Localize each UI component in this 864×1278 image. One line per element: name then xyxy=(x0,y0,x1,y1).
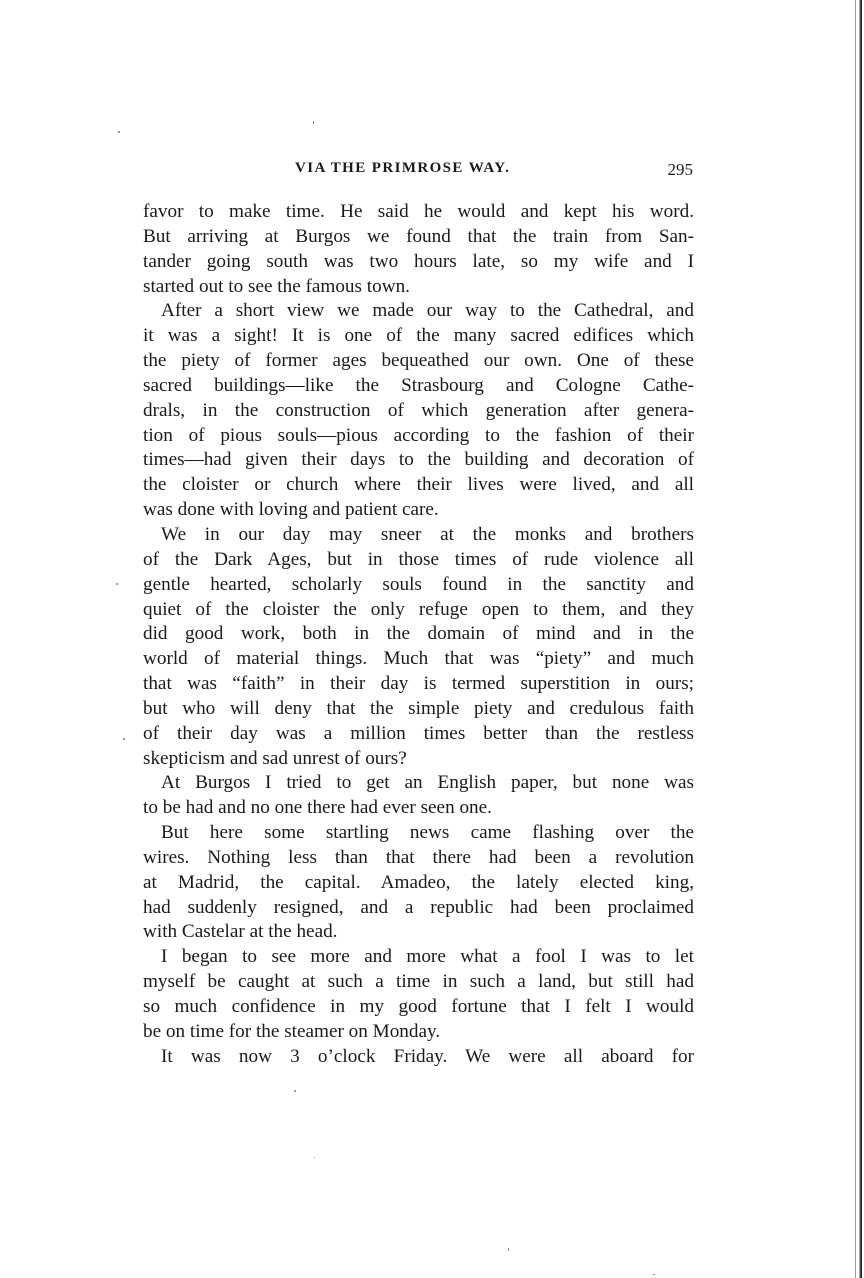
text-line: I began to see more and more what a fool I was to let xyxy=(161,946,694,968)
text-line: at Madrid, the capital. Amadeo, the lately elected king, xyxy=(143,871,694,893)
body-text xyxy=(143,200,694,1070)
page-number: 295 xyxy=(667,160,693,179)
text-line: wires. Nothing less than that there had been a revolution xyxy=(143,846,694,868)
scan-speck xyxy=(294,1090,296,1092)
text-line: drals, in the construction of which generation after genera- xyxy=(143,399,694,421)
text-line: gentle hearted, scholarly souls found in the sanctity and xyxy=(143,573,694,595)
text-line: the cloister or church where their lives were lived, and all xyxy=(143,474,694,496)
text-line: tander going south was two hours late, so my wife and I xyxy=(143,250,694,272)
text-line: sacred buildings—like the Strasbourg and Cologne Cathe- xyxy=(143,374,694,396)
text-line: but who will deny that the simple piety and credulous faith xyxy=(143,697,694,719)
scan-speck xyxy=(653,1274,655,1275)
scan-speck xyxy=(314,1157,315,1158)
text-line: quiet of the cloister the only refuge open to them, and they xyxy=(143,598,694,620)
page-edge-shadow xyxy=(859,0,862,1278)
running-title: VIA THE PRIMROSE WAY. xyxy=(295,160,511,176)
text-line: myself be caught at such a time in such a land, but still had xyxy=(143,971,694,993)
text-line: skepticism and sad unrest of ours? xyxy=(143,747,407,769)
text-line: it was a sight! It is one of the many sacred edifices which xyxy=(143,325,694,347)
text-line: world of material things. Much that was “piety” and much xyxy=(143,648,694,670)
scan-speck xyxy=(123,738,125,740)
text-line: be on time for the steamer on Monday. xyxy=(143,1020,441,1042)
text-line: was done with loving and patient care. xyxy=(143,499,439,521)
scan-speck xyxy=(118,131,120,133)
text-line: to be had and no one there had ever seen one. xyxy=(143,797,492,819)
text-line: started out to see the famous town. xyxy=(143,275,410,297)
text-line: But arriving at Burgos we found that the train from San- xyxy=(143,225,694,247)
scan-speck xyxy=(508,1248,509,1251)
scan-speck xyxy=(313,121,314,124)
text-line: At Burgos I tried to get an English paper, but none was xyxy=(161,772,694,794)
text-line: After a short view we made our way to the Cathedral, and xyxy=(161,300,694,322)
text-line: favor to make time. He said he would and kept his word. xyxy=(143,201,694,222)
text-line: of their day was a million times better than the restless xyxy=(143,722,694,744)
text-line: had suddenly resigned, and a republic had been proclaimed xyxy=(143,896,694,918)
text-line: of the Dark Ages, but in those times of rude violence all xyxy=(143,548,694,570)
running-head xyxy=(143,160,693,184)
text-line: It was now 3 o’clock Friday. We were all aboard for xyxy=(161,1045,694,1067)
text-line: tion of pious souls—pious according to the fashion of their xyxy=(143,424,694,446)
text-line: times—had given their days to the building and decoration of xyxy=(143,449,694,471)
page-edge-line xyxy=(855,0,856,1278)
text-line: We in our day may sneer at the monks and brothers xyxy=(161,523,694,545)
text-line: so much confidence in my good fortune that I felt I would xyxy=(143,996,694,1017)
scan-speck xyxy=(116,583,118,585)
text-line: did good work, both in the domain of mind and in the xyxy=(143,623,694,645)
text-line: But here some startling news came flashing over the xyxy=(161,822,694,844)
text-line: that was “faith” in their day is termed superstition in ours; xyxy=(143,673,694,695)
text-line: the piety of former ages bequeathed our own. One of these xyxy=(143,350,694,372)
text-line: with Castelar at the head. xyxy=(143,921,338,943)
